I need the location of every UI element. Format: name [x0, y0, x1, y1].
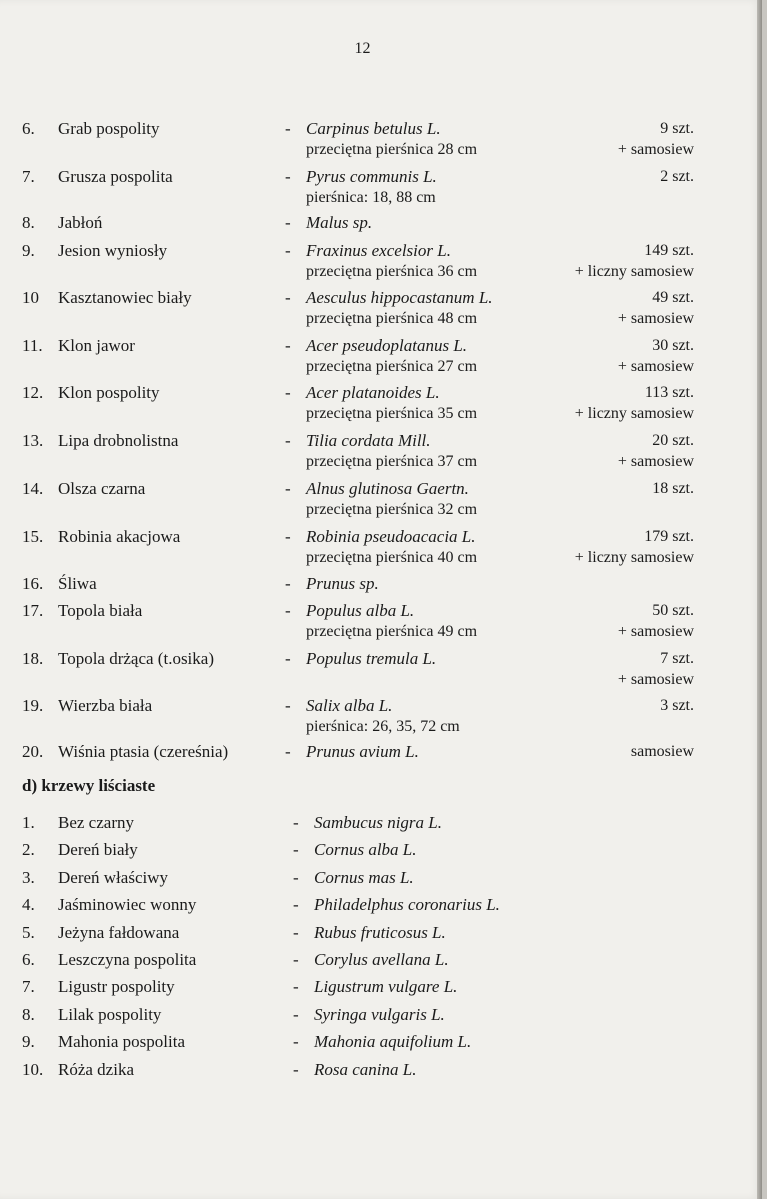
tree-extra: + liczny samosiew: [574, 405, 694, 422]
tree-detail: przeciętna pierśnica 40 cm: [306, 549, 478, 566]
tree-latin-name: Acer platanoides L.: [306, 383, 440, 402]
tree-common-name: Wierzba biała: [58, 696, 153, 715]
tree-count: 113 szt.: [644, 384, 694, 401]
tree-dash: -: [285, 167, 291, 186]
shrub-number: 8.: [22, 1005, 35, 1024]
tree-dash: -: [285, 336, 291, 355]
tree-dash: -: [285, 574, 291, 593]
tree-number: 18.: [22, 649, 44, 668]
tree-detail: przeciętna pierśnica 49 cm: [306, 623, 478, 640]
tree-detail: przeciętna pierśnica 35 cm: [306, 405, 478, 422]
tree-count: 9 szt.: [660, 120, 694, 137]
tree-detail: przeciętna pierśnica 36 cm: [306, 263, 478, 280]
shrub-number: 3.: [22, 868, 35, 887]
tree-count: 2 szt.: [660, 168, 694, 185]
shrub-dash: -: [293, 923, 299, 942]
tree-number: 15.: [22, 527, 44, 546]
tree-detail: przeciętna pierśnica 37 cm: [306, 453, 478, 470]
tree-detail: przeciętna pierśnica 48 cm: [306, 310, 478, 327]
tree-dash: -: [285, 241, 291, 260]
tree-common-name: Robinia akacjowa: [58, 527, 181, 546]
tree-latin-name: Prunus avium L.: [306, 742, 419, 761]
shrub-number: 7.: [22, 977, 35, 996]
shrub-common-name: Bez czarny: [58, 813, 134, 832]
tree-number: 11.: [22, 336, 43, 355]
tree-extra: + samosiew: [617, 453, 694, 470]
shrub-latin-name: Mahonia aquifolium L.: [314, 1032, 472, 1051]
tree-latin-name: Alnus glutinosa Gaertn.: [306, 479, 469, 498]
tree-count: 30 szt.: [652, 337, 694, 354]
tree-count: 179 szt.: [644, 528, 694, 545]
tree-count: 18 szt.: [652, 480, 694, 497]
tree-extra: + samosiew: [617, 623, 694, 640]
tree-common-name: Śliwa: [58, 574, 97, 593]
tree-latin-name: Prunus sp.: [306, 574, 379, 593]
shrub-latin-name: Cornus mas L.: [314, 868, 414, 887]
tree-detail: przeciętna pierśnica 27 cm: [306, 358, 478, 375]
tree-count: 20 szt.: [652, 432, 694, 449]
tree-common-name: Jesion wyniosły: [58, 241, 168, 260]
shrub-number: 1.: [22, 813, 35, 832]
tree-detail: pierśnica: 18, 88 cm: [306, 189, 436, 206]
tree-number: 20.: [22, 742, 44, 761]
tree-common-name: Topola drżąca (t.osika): [58, 649, 214, 668]
shrub-latin-name: Philadelphus coronarius L.: [314, 895, 500, 914]
tree-dash: -: [285, 527, 291, 546]
tree-number: 10: [22, 288, 39, 307]
shrub-number: 5.: [22, 923, 35, 942]
tree-latin-name: Acer pseudoplatanus L.: [306, 336, 468, 355]
page-edge: [757, 0, 762, 1199]
tree-number: 16.: [22, 574, 44, 593]
tree-dash: -: [285, 431, 291, 450]
tree-count: 7 szt.: [660, 650, 694, 667]
tree-count: 50 szt.: [652, 602, 694, 619]
shrub-dash: -: [293, 840, 299, 859]
tree-count: 3 szt.: [660, 697, 694, 714]
tree-dash: -: [285, 213, 291, 232]
shrub-dash: -: [293, 1060, 299, 1079]
tree-detail: przeciętna pierśnica 32 cm: [306, 501, 478, 518]
tree-number: 12.: [22, 383, 44, 402]
shrub-number: 6.: [22, 950, 35, 969]
shrub-dash: -: [293, 950, 299, 969]
tree-number: 19.: [22, 696, 44, 715]
shrub-latin-name: Rubus fruticosus L.: [314, 923, 446, 942]
shrub-number: 10.: [22, 1060, 44, 1079]
tree-common-name: Topola biała: [58, 601, 143, 620]
tree-dash: -: [285, 742, 291, 761]
tree-latin-name: Aesculus hippocastanum L.: [306, 288, 493, 307]
tree-number: 14.: [22, 479, 44, 498]
shrub-dash: -: [293, 1005, 299, 1024]
tree-extra: + samosiew: [617, 671, 694, 688]
shrub-number: 4.: [22, 895, 35, 914]
tree-common-name: Kasztanowiec biały: [58, 288, 192, 307]
shrub-common-name: Jaśminowiec wonny: [58, 895, 197, 914]
tree-latin-name: Malus sp.: [306, 213, 373, 232]
tree-detail: pierśnica: 26, 35, 72 cm: [306, 718, 460, 735]
shrub-common-name: Lilak pospolity: [58, 1005, 162, 1024]
tree-detail: przeciętna pierśnica 28 cm: [306, 141, 478, 158]
tree-number: 13.: [22, 431, 44, 450]
shrub-dash: -: [293, 868, 299, 887]
tree-count: samosiew: [630, 743, 694, 760]
shrub-latin-name: Cornus alba L.: [314, 840, 417, 859]
tree-extra: + liczny samosiew: [574, 263, 694, 280]
shrub-latin-name: Syringa vulgaris L.: [314, 1005, 445, 1024]
shrub-latin-name: Rosa canina L.: [314, 1060, 417, 1079]
tree-number: 7.: [22, 167, 35, 186]
tree-dash: -: [285, 383, 291, 402]
tree-latin-name: Robinia pseudoacacia L.: [306, 527, 476, 546]
tree-number: 6.: [22, 119, 35, 138]
shrub-common-name: Róża dzika: [58, 1060, 134, 1079]
tree-dash: -: [285, 696, 291, 715]
tree-common-name: Jabłoń: [58, 213, 103, 232]
tree-dash: -: [285, 479, 291, 498]
shrub-common-name: Dereń właściwy: [58, 868, 168, 887]
tree-count: 149 szt.: [644, 242, 694, 259]
section-heading: d) krzewy liściaste: [22, 776, 156, 795]
shrub-dash: -: [293, 977, 299, 996]
tree-common-name: Klon jawor: [58, 336, 135, 355]
tree-common-name: Lipa drobnolistna: [58, 431, 179, 450]
shrub-dash: -: [293, 813, 299, 832]
shrub-common-name: Ligustr pospolity: [58, 977, 175, 996]
tree-common-name: Klon pospolity: [58, 383, 160, 402]
tree-common-name: Grusza pospolita: [58, 167, 173, 186]
shrub-dash: -: [293, 895, 299, 914]
tree-latin-name: Populus alba L.: [306, 601, 415, 620]
tree-latin-name: Fraxinus excelsior L.: [306, 241, 451, 260]
shrub-number: 2.: [22, 840, 35, 859]
tree-latin-name: Pyrus communis L.: [306, 167, 437, 186]
tree-number: 9.: [22, 241, 35, 260]
tree-latin-name: Carpinus betulus L.: [306, 119, 441, 138]
tree-latin-name: Populus tremula L.: [306, 649, 437, 668]
tree-common-name: Wiśnia ptasia (czereśnia): [58, 742, 229, 761]
tree-dash: -: [285, 649, 291, 668]
tree-dash: -: [285, 601, 291, 620]
tree-number: 17.: [22, 601, 44, 620]
tree-common-name: Olsza czarna: [58, 479, 146, 498]
tree-extra: + samosiew: [617, 310, 694, 327]
shrub-latin-name: Sambucus nigra L.: [314, 813, 442, 832]
shrub-latin-name: Corylus avellana L.: [314, 950, 449, 969]
shrub-common-name: Mahonia pospolita: [58, 1032, 186, 1051]
shrub-common-name: Dereń biały: [58, 840, 138, 859]
shrub-number: 9.: [22, 1032, 35, 1051]
shrub-common-name: Leszczyna pospolita: [58, 950, 197, 969]
shrub-latin-name: Ligustrum vulgare L.: [314, 977, 458, 996]
page-number: 12: [354, 40, 371, 57]
tree-dash: -: [285, 288, 291, 307]
tree-dash: -: [285, 119, 291, 138]
tree-extra: + liczny samosiew: [574, 549, 694, 566]
tree-extra: + samosiew: [617, 358, 694, 375]
shrub-common-name: Jeżyna fałdowana: [58, 923, 180, 942]
tree-common-name: Grab pospolity: [58, 119, 160, 138]
tree-latin-name: Tilia cordata Mill.: [306, 431, 431, 450]
tree-extra: + samosiew: [617, 141, 694, 158]
shrub-dash: -: [293, 1032, 299, 1051]
tree-count: 49 szt.: [652, 289, 694, 306]
tree-number: 8.: [22, 213, 35, 232]
tree-latin-name: Salix alba L.: [306, 696, 393, 715]
